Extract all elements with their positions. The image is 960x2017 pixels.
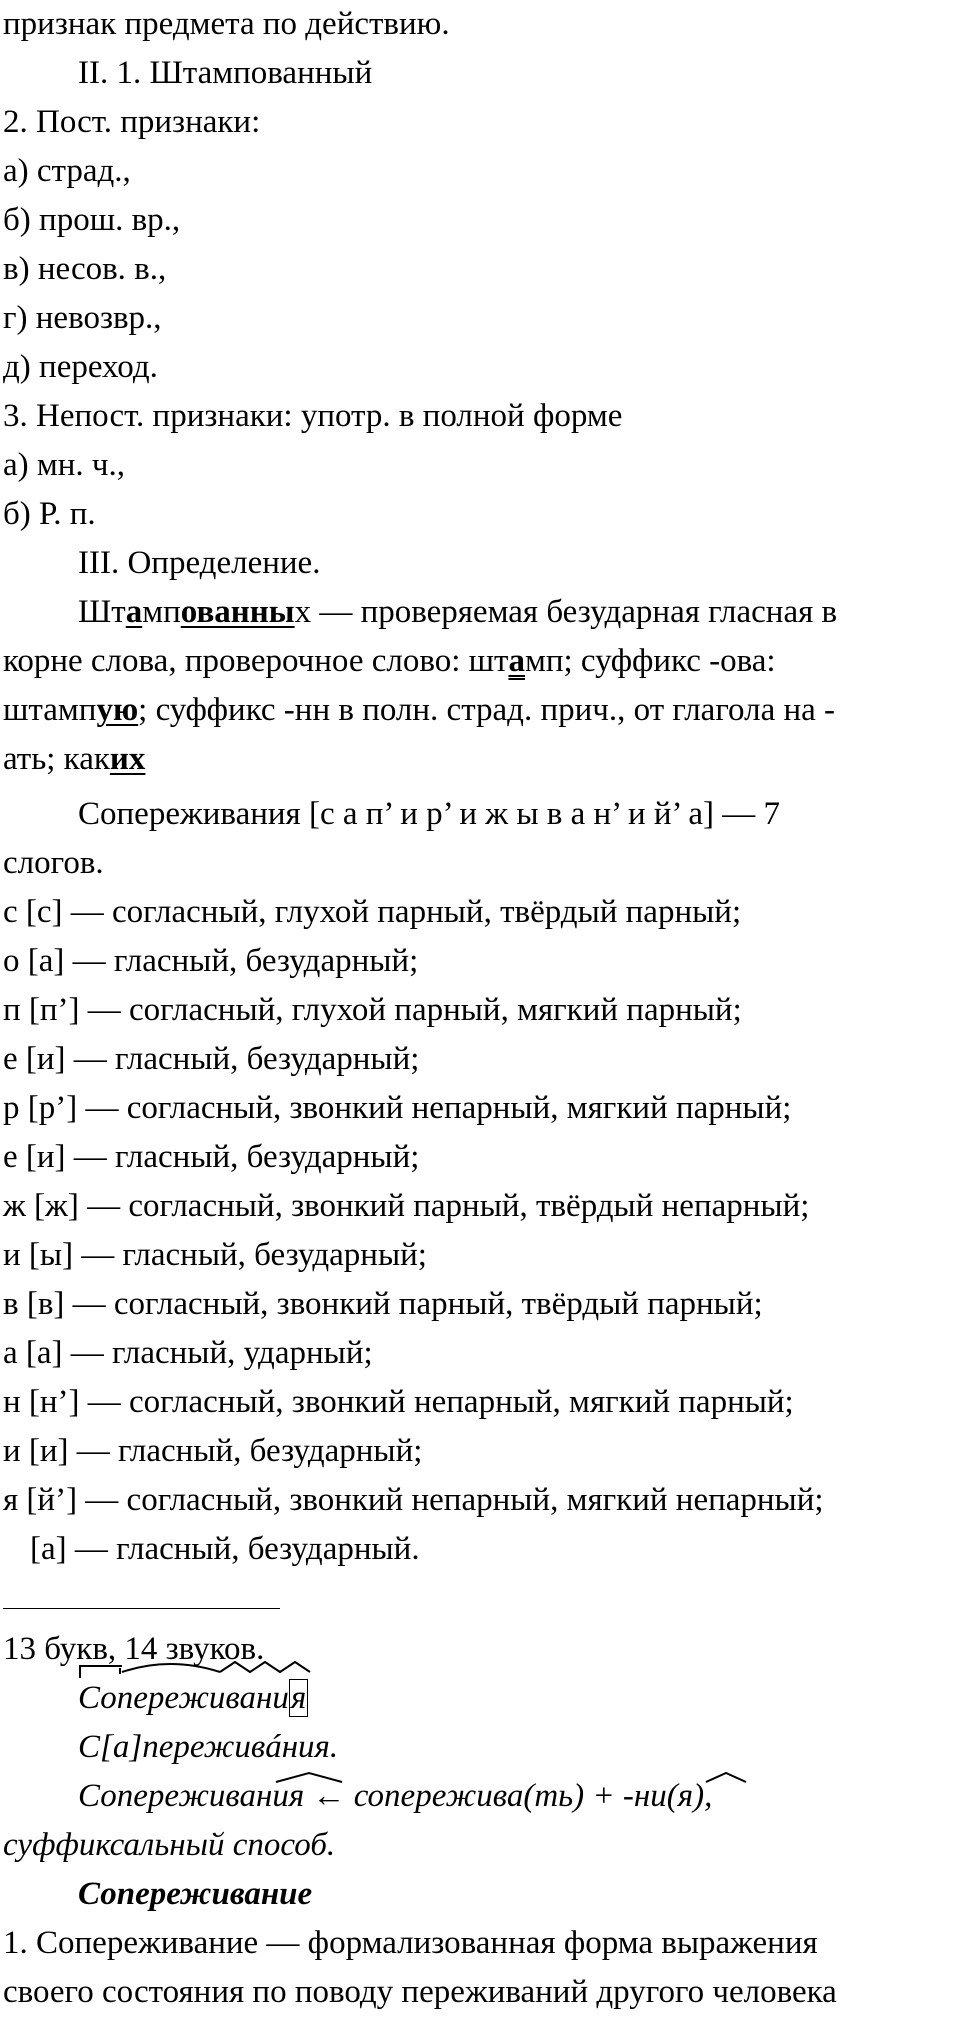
text-line — [78, 588, 837, 637]
phonetic-item: п [п’] — согласный, глухой парный, мягкий парный; — [3, 992, 742, 1028]
underlined-suffix: ованны — [180, 594, 295, 630]
text-line: 13 букв, 14 звуков. — [3, 1631, 265, 1667]
text-line: своего состояния по поводу переживаний другого человека — [3, 1974, 837, 2010]
text-span: корне слова, проверочное слово: шт — [3, 643, 509, 679]
list-item: а) страд., — [3, 153, 131, 189]
stress-line — [78, 1723, 338, 1772]
text-line — [3, 637, 776, 686]
section-heading — [78, 1870, 312, 1919]
phonetic-item: с [с] — согласный, глухой парный, твёрдый парный; — [3, 894, 742, 930]
phonetic-item: а [а] — гласный, ударный; — [3, 1335, 373, 1371]
text-line: признак предмета по действию. — [3, 6, 450, 42]
text-span: штамп — [3, 692, 97, 728]
text-span: ни — [633, 1778, 667, 1814]
phonetic-item: я [й’] — согласный, звонкий непарный, мягкий непарный; — [3, 1482, 824, 1518]
phonetic-item: н [н’] — согласный, звонкий непарный, мягкий парный; — [3, 1384, 794, 1420]
phonetic-item: о [а] — гласный, безударный; — [3, 943, 419, 979]
derivation-line — [3, 1821, 335, 1870]
phonetic-item: [а] — гласный, безударный. — [30, 1531, 420, 1567]
text-line: 1. Сопереживание — формализованная форма выражения — [3, 1925, 818, 1961]
text-line — [3, 686, 835, 735]
list-item: а) мн. ч., — [3, 447, 126, 483]
list-item: д) переход. — [3, 349, 158, 385]
list-item: б) Р. п. — [3, 496, 96, 532]
text-span: Сопережива — [78, 1778, 257, 1814]
text-span: ; суффикс -нн в полн. страд. прич., от глагола на - — [138, 692, 836, 728]
text-line: 2. Пост. признаки: — [3, 104, 261, 140]
list-item: б) прош. вр., — [3, 202, 181, 238]
text-span: Шт — [78, 594, 126, 630]
phonetic-item: е [и] — гласный, безударный; — [3, 1139, 420, 1175]
heading-text: Сопереживание — [78, 1876, 313, 1912]
underlined-letter: а — [125, 594, 143, 630]
text-line: 3. Непост. признаки: употр. в полной форме — [3, 398, 623, 434]
phonetic-item: в [в] — согласный, звонкий парный, твёрдый парный; — [3, 1286, 763, 1322]
word-ending: я — [290, 1680, 307, 1716]
section-heading: III. Определение. — [78, 545, 321, 581]
underlined-letter: а — [508, 643, 525, 679]
text-span: (я), — [666, 1778, 713, 1814]
text-span: ния — [256, 1778, 305, 1814]
section-heading: II. 1. Штампованный — [78, 55, 373, 91]
underlined-ending: ую — [96, 692, 139, 728]
phonetic-item: р [р’] — согласный, звонкий непарный, мягкий парный; — [3, 1090, 792, 1126]
word-stem: Сопереживани — [78, 1680, 289, 1716]
list-item: в) несов. в., — [3, 251, 167, 287]
text-line: слогов. — [3, 845, 104, 881]
text-span: мп; суффикс -ова: — [524, 643, 776, 679]
transcription-line: Сопереживания [с а п’ и р’ и ж ы в а н’ и й’ а] — 7 — [78, 796, 780, 832]
text-span: х — проверяемая безударная гласная в — [294, 594, 838, 630]
text-span: ← сопережива(ть) + - — [304, 1778, 634, 1814]
text-span: мп — [142, 594, 181, 630]
derivation-line — [78, 1772, 712, 1821]
text-span: суффиксальный способ. — [3, 1827, 336, 1863]
phonetic-item: и [ы] — гласный, безударный; — [3, 1237, 427, 1273]
phonetic-item: е [и] — гласный, безударный; — [3, 1041, 420, 1077]
morpheme-analysis — [78, 1674, 308, 1723]
list-item: г) невозвр., — [3, 300, 162, 336]
text-line — [3, 735, 145, 784]
underlined-ending: их — [109, 741, 146, 777]
text-span: ать; как — [3, 741, 110, 777]
phonetic-item: и [и] — гласный, безударный; — [3, 1433, 423, 1469]
phonetic-item: ж [ж] — согласный, звонкий парный, твёрдый непарный; — [3, 1188, 810, 1224]
divider — [3, 1608, 280, 1609]
stress-text: С[а]переживáния. — [78, 1729, 339, 1765]
